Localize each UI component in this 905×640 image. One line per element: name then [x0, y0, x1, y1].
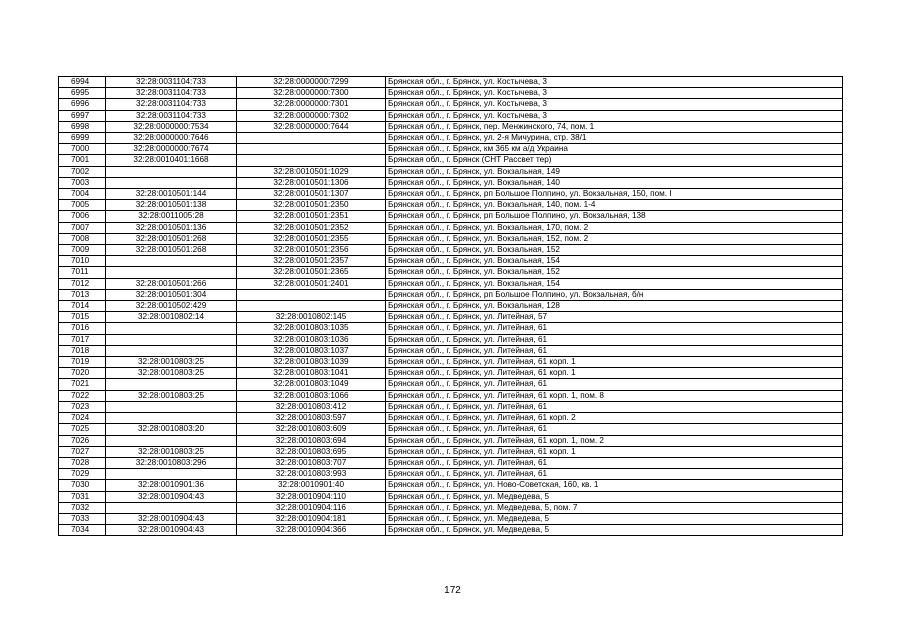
object-cadastral-cell: 32:28:0010803:1041	[237, 368, 386, 379]
address-cell: Брянская обл., г. Брянск, ул. Вокзальная, 152	[386, 267, 843, 278]
table-row	[59, 211, 843, 222]
land-parcel-cell: 32:28:0010803:20	[106, 424, 237, 435]
object-cadastral-cell: 32:28:0010501:1029	[237, 166, 386, 177]
row-number-cell: 6999	[59, 133, 106, 144]
row-number-cell: 7008	[59, 233, 106, 244]
table-row	[59, 480, 843, 491]
land-parcel-cell	[106, 379, 237, 390]
object-cadastral-cell: 32:28:0010501:1306	[237, 177, 386, 188]
table-row	[59, 513, 843, 524]
table-row	[59, 357, 843, 368]
address-cell: Брянская обл., г. Брянск, ул. Литейная, 61	[386, 457, 843, 468]
row-number-cell: 7002	[59, 166, 106, 177]
land-parcel-cell	[106, 267, 237, 278]
table-row	[59, 491, 843, 502]
table-row	[59, 233, 843, 244]
address-cell: Брянская обл., г. Брянск, ул. Вокзальная, 140, пом. 1-4	[386, 200, 843, 211]
table-row	[59, 390, 843, 401]
address-cell: Брянская обл., г. Брянск, рп Большое Полпино, ул. Вокзальная, 138	[386, 211, 843, 222]
row-number-cell: 7022	[59, 390, 106, 401]
address-cell: Брянская обл., г. Брянск, км 365 км а/д Украина	[386, 144, 843, 155]
land-parcel-cell: 32:28:0031104:733	[106, 110, 237, 121]
row-number-cell: 7017	[59, 334, 106, 345]
land-parcel-cell: 32:28:0010803:25	[106, 357, 237, 368]
row-number-cell: 6996	[59, 99, 106, 110]
address-cell: Брянская обл., г. Брянск, ул. Литейная, 61	[386, 323, 843, 334]
address-cell: Брянская обл., г. Брянск, ул. Вокзальная, 140	[386, 177, 843, 188]
land-parcel-cell	[106, 401, 237, 412]
table-row	[59, 144, 843, 155]
land-parcel-cell: 32:28:0010901:36	[106, 480, 237, 491]
land-parcel-cell: 32:28:0010802:14	[106, 312, 237, 323]
object-cadastral-cell: 32:28:0010904:366	[237, 525, 386, 536]
object-cadastral-cell: 32:28:0010803:1066	[237, 390, 386, 401]
land-parcel-cell: 32:28:0010904:43	[106, 491, 237, 502]
land-parcel-cell: 32:28:0010904:43	[106, 525, 237, 536]
land-parcel-cell	[106, 334, 237, 345]
table-row	[59, 469, 843, 480]
table-row	[59, 401, 843, 412]
table-row	[59, 77, 843, 88]
row-number-cell: 7020	[59, 368, 106, 379]
table-row	[59, 424, 843, 435]
object-cadastral-cell: 32:28:0010501:2350	[237, 200, 386, 211]
land-parcel-cell: 32:28:0010501:136	[106, 222, 237, 233]
table-row	[59, 88, 843, 99]
land-parcel-cell: 32:28:0010501:268	[106, 245, 237, 256]
land-parcel-cell: 32:28:0000000:7674	[106, 144, 237, 155]
land-parcel-cell: 32:28:0010502:429	[106, 301, 237, 312]
row-number-cell: 7026	[59, 435, 106, 446]
address-cell: Брянская обл., г. Брянск, ул. Вокзальная, 152	[386, 245, 843, 256]
row-number-cell: 6998	[59, 121, 106, 132]
land-parcel-cell: 32:28:0010401:1668	[106, 155, 237, 166]
address-cell: Брянская обл., г. Брянск, ул. Костычева, 3	[386, 99, 843, 110]
object-cadastral-cell: 32:28:0000000:7299	[237, 77, 386, 88]
land-parcel-cell: 32:28:0010904:43	[106, 513, 237, 524]
land-parcel-cell: 32:28:0010501:266	[106, 278, 237, 289]
row-number-cell: 7014	[59, 301, 106, 312]
object-cadastral-cell	[237, 301, 386, 312]
object-cadastral-cell: 32:28:0010803:1039	[237, 357, 386, 368]
land-parcel-cell: 32:28:0010501:144	[106, 189, 237, 200]
land-parcel-cell	[106, 256, 237, 267]
object-cadastral-cell: 32:28:0010803:609	[237, 424, 386, 435]
object-cadastral-cell: 32:28:0010904:110	[237, 491, 386, 502]
table-row	[59, 457, 843, 468]
object-cadastral-cell: 32:28:0010901:40	[237, 480, 386, 491]
land-parcel-cell: 32:28:0011005:28	[106, 211, 237, 222]
row-number-cell: 7016	[59, 323, 106, 334]
table-row	[59, 312, 843, 323]
address-cell: Брянская обл., г. Брянск, ул. Ново-Советская, 160, кв. 1	[386, 480, 843, 491]
row-number-cell: 7025	[59, 424, 106, 435]
land-parcel-cell	[106, 435, 237, 446]
row-number-cell: 7034	[59, 525, 106, 536]
object-cadastral-cell: 32:28:0010501:2352	[237, 222, 386, 233]
row-number-cell: 7013	[59, 289, 106, 300]
land-parcel-cell: 32:28:0010803:25	[106, 446, 237, 457]
table-row	[59, 245, 843, 256]
land-parcel-cell: 32:28:0000000:7646	[106, 133, 237, 144]
table-row	[59, 323, 843, 334]
object-cadastral-cell: 32:28:0010501:2401	[237, 278, 386, 289]
row-number-cell: 7030	[59, 480, 106, 491]
object-cadastral-cell	[237, 289, 386, 300]
row-number-cell: 7018	[59, 345, 106, 356]
object-cadastral-cell: 32:28:0010803:412	[237, 401, 386, 412]
address-cell: Брянская обл., г. Брянск, ул. Литейная, 61	[386, 345, 843, 356]
land-parcel-cell: 32:28:0031104:733	[106, 77, 237, 88]
object-cadastral-cell: 32:28:0000000:7302	[237, 110, 386, 121]
table-row	[59, 110, 843, 121]
address-cell: Брянская обл., г. Брянск (СНТ Рассвет тер)	[386, 155, 843, 166]
table-row	[59, 334, 843, 345]
row-number-cell: 7012	[59, 278, 106, 289]
land-parcel-cell: 32:28:0010501:304	[106, 289, 237, 300]
land-parcel-cell: 32:28:0031104:733	[106, 88, 237, 99]
address-cell: Брянская обл., г. Брянск, ул. Медведева, 5	[386, 525, 843, 536]
object-cadastral-cell: 32:28:0010803:993	[237, 469, 386, 480]
table-row	[59, 189, 843, 200]
object-cadastral-cell: 32:28:0010501:2356	[237, 245, 386, 256]
table-row	[59, 301, 843, 312]
table-row	[59, 435, 843, 446]
row-number-cell: 7005	[59, 200, 106, 211]
address-cell: Брянская обл., г. Брянск, ул. Вокзальная, 154	[386, 256, 843, 267]
address-cell: Брянская обл., г. Брянск, ул. Литейная, 61	[386, 334, 843, 345]
address-cell: Брянская обл., г. Брянск, ул. Литейная, 61	[386, 379, 843, 390]
object-cadastral-cell	[237, 155, 386, 166]
address-cell: Брянская обл., г. Брянск, ул. Литейная, 61 корп. 1	[386, 368, 843, 379]
address-cell: Брянская обл., г. Брянск, ул. Литейная, 61 корп. 1, пом. 8	[386, 390, 843, 401]
object-cadastral-cell: 32:28:0010803:1037	[237, 345, 386, 356]
row-number-cell: 6997	[59, 110, 106, 121]
row-number-cell: 6995	[59, 88, 106, 99]
row-number-cell: 7000	[59, 144, 106, 155]
object-cadastral-cell: 32:28:0010803:695	[237, 446, 386, 457]
land-parcel-cell	[106, 177, 237, 188]
object-cadastral-cell: 32:28:0010501:2357	[237, 256, 386, 267]
page-number: 172	[444, 585, 461, 596]
land-parcel-cell	[106, 469, 237, 480]
land-parcel-cell: 32:28:0000000:7534	[106, 121, 237, 132]
table-row	[59, 155, 843, 166]
table-row	[59, 267, 843, 278]
address-cell: Брянская обл., г. Брянск, ул. Медведева, 5, пом. 7	[386, 502, 843, 513]
row-number-cell: 7027	[59, 446, 106, 457]
table-row	[59, 256, 843, 267]
row-number-cell: 7023	[59, 401, 106, 412]
row-number-cell: 7032	[59, 502, 106, 513]
object-cadastral-cell: 32:28:0000000:7301	[237, 99, 386, 110]
address-cell: Брянская обл., г. Брянск, ул. 2-я Мичурина, стр. 38/1	[386, 133, 843, 144]
address-cell: Брянская обл., г. Брянск, ул. Литейная, 61 корп. 1, пом. 2	[386, 435, 843, 446]
land-parcel-cell	[106, 502, 237, 513]
address-cell: Брянская обл., г. Брянск, ул. Литейная, 61	[386, 424, 843, 435]
row-number-cell: 7029	[59, 469, 106, 480]
table-row	[59, 166, 843, 177]
address-cell: Брянская обл., г. Брянск, ул. Вокзальная, 128	[386, 301, 843, 312]
object-cadastral-cell: 32:28:0000000:7644	[237, 121, 386, 132]
table-row	[59, 345, 843, 356]
address-cell: Брянская обл., г. Брянск, ул. Костычева, 3	[386, 88, 843, 99]
table-row	[59, 177, 843, 188]
land-parcel-cell	[106, 323, 237, 334]
object-cadastral-cell: 32:28:0010501:1307	[237, 189, 386, 200]
object-cadastral-cell: 32:28:0010803:1035	[237, 323, 386, 334]
table-row	[59, 502, 843, 513]
row-number-cell: 7011	[59, 267, 106, 278]
land-parcel-cell: 32:28:0031104:733	[106, 99, 237, 110]
object-cadastral-cell: 32:28:0000000:7300	[237, 88, 386, 99]
row-number-cell: 7015	[59, 312, 106, 323]
land-parcel-cell: 32:28:0010501:138	[106, 200, 237, 211]
address-cell: Брянская обл., г. Брянск, ул. Литейная, 61	[386, 469, 843, 480]
registry-table	[58, 76, 843, 536]
address-cell: Брянская обл., г. Брянск, ул. Костычева, 3	[386, 110, 843, 121]
row-number-cell: 7019	[59, 357, 106, 368]
address-cell: Брянская обл., г. Брянск, ул. Медведева, 5	[386, 513, 843, 524]
object-cadastral-cell: 32:28:0010904:116	[237, 502, 386, 513]
address-cell: Брянская обл., г. Брянск, ул. Вокзальная, 149	[386, 166, 843, 177]
table-row	[59, 200, 843, 211]
object-cadastral-cell: 32:28:0010904:181	[237, 513, 386, 524]
table-row	[59, 446, 843, 457]
row-number-cell: 7028	[59, 457, 106, 468]
table-row	[59, 121, 843, 132]
address-cell: Брянская обл., г. Брянск, ул. Вокзальная, 154	[386, 278, 843, 289]
object-cadastral-cell: 32:28:0010802:145	[237, 312, 386, 323]
object-cadastral-cell: 32:28:0010803:1049	[237, 379, 386, 390]
land-parcel-cell	[106, 345, 237, 356]
land-parcel-cell: 32:28:0010803:296	[106, 457, 237, 468]
address-cell: Брянская обл., г. Брянск, рп Большое Полпино, ул. Вокзальная, 150, пом. I	[386, 189, 843, 200]
object-cadastral-cell: 32:28:0010501:2365	[237, 267, 386, 278]
row-number-cell: 7006	[59, 211, 106, 222]
table-row	[59, 222, 843, 233]
row-number-cell: 6994	[59, 77, 106, 88]
row-number-cell: 7007	[59, 222, 106, 233]
address-cell: Брянская обл., г. Брянск, рп Большое Полпино, ул. Вокзальная, б/н	[386, 289, 843, 300]
land-parcel-cell	[106, 413, 237, 424]
object-cadastral-cell: 32:28:0010803:694	[237, 435, 386, 446]
address-cell: Брянская обл., г. Брянск, ул. Костычева, 3	[386, 77, 843, 88]
object-cadastral-cell	[237, 133, 386, 144]
table-row	[59, 289, 843, 300]
address-cell: Брянская обл., г. Брянск, ул. Медведева, 5	[386, 491, 843, 502]
object-cadastral-cell: 32:28:0010501:2351	[237, 211, 386, 222]
row-number-cell: 7001	[59, 155, 106, 166]
row-number-cell: 7009	[59, 245, 106, 256]
address-cell: Брянская обл., г. Брянск, ул. Литейная, 61 корп. 1	[386, 446, 843, 457]
address-cell: Брянская обл., г. Брянск, ул. Вокзальная, 152, пом. 2	[386, 233, 843, 244]
address-cell: Брянская обл., г. Брянск, пер. Менжинского, 74, пом. 1	[386, 121, 843, 132]
address-cell: Брянская обл., г. Брянск, ул. Литейная, 57	[386, 312, 843, 323]
row-number-cell: 7004	[59, 189, 106, 200]
row-number-cell: 7024	[59, 413, 106, 424]
table-row	[59, 413, 843, 424]
land-parcel-cell	[106, 166, 237, 177]
address-cell: Брянская обл., г. Брянск, ул. Литейная, 61 корп. 2	[386, 413, 843, 424]
land-parcel-cell: 32:28:0010803:25	[106, 368, 237, 379]
row-number-cell: 7010	[59, 256, 106, 267]
table-row	[59, 525, 843, 536]
object-cadastral-cell: 32:28:0010803:707	[237, 457, 386, 468]
row-number-cell: 7033	[59, 513, 106, 524]
row-number-cell: 7021	[59, 379, 106, 390]
address-cell: Брянская обл., г. Брянск, ул. Вокзальная, 170, пом. 2	[386, 222, 843, 233]
address-cell: Брянская обл., г. Брянск, ул. Литейная, 61	[386, 401, 843, 412]
table-row	[59, 278, 843, 289]
object-cadastral-cell	[237, 144, 386, 155]
row-number-cell: 7003	[59, 177, 106, 188]
object-cadastral-cell: 32:28:0010803:597	[237, 413, 386, 424]
registry-table-body	[59, 77, 843, 536]
table-row	[59, 99, 843, 110]
object-cadastral-cell: 32:28:0010803:1036	[237, 334, 386, 345]
land-parcel-cell: 32:28:0010803:25	[106, 390, 237, 401]
object-cadastral-cell: 32:28:0010501:2355	[237, 233, 386, 244]
table-row	[59, 133, 843, 144]
address-cell: Брянская обл., г. Брянск, ул. Литейная, 61 корп. 1	[386, 357, 843, 368]
land-parcel-cell: 32:28:0010501:268	[106, 233, 237, 244]
row-number-cell: 7031	[59, 491, 106, 502]
table-row	[59, 368, 843, 379]
table-row	[59, 379, 843, 390]
